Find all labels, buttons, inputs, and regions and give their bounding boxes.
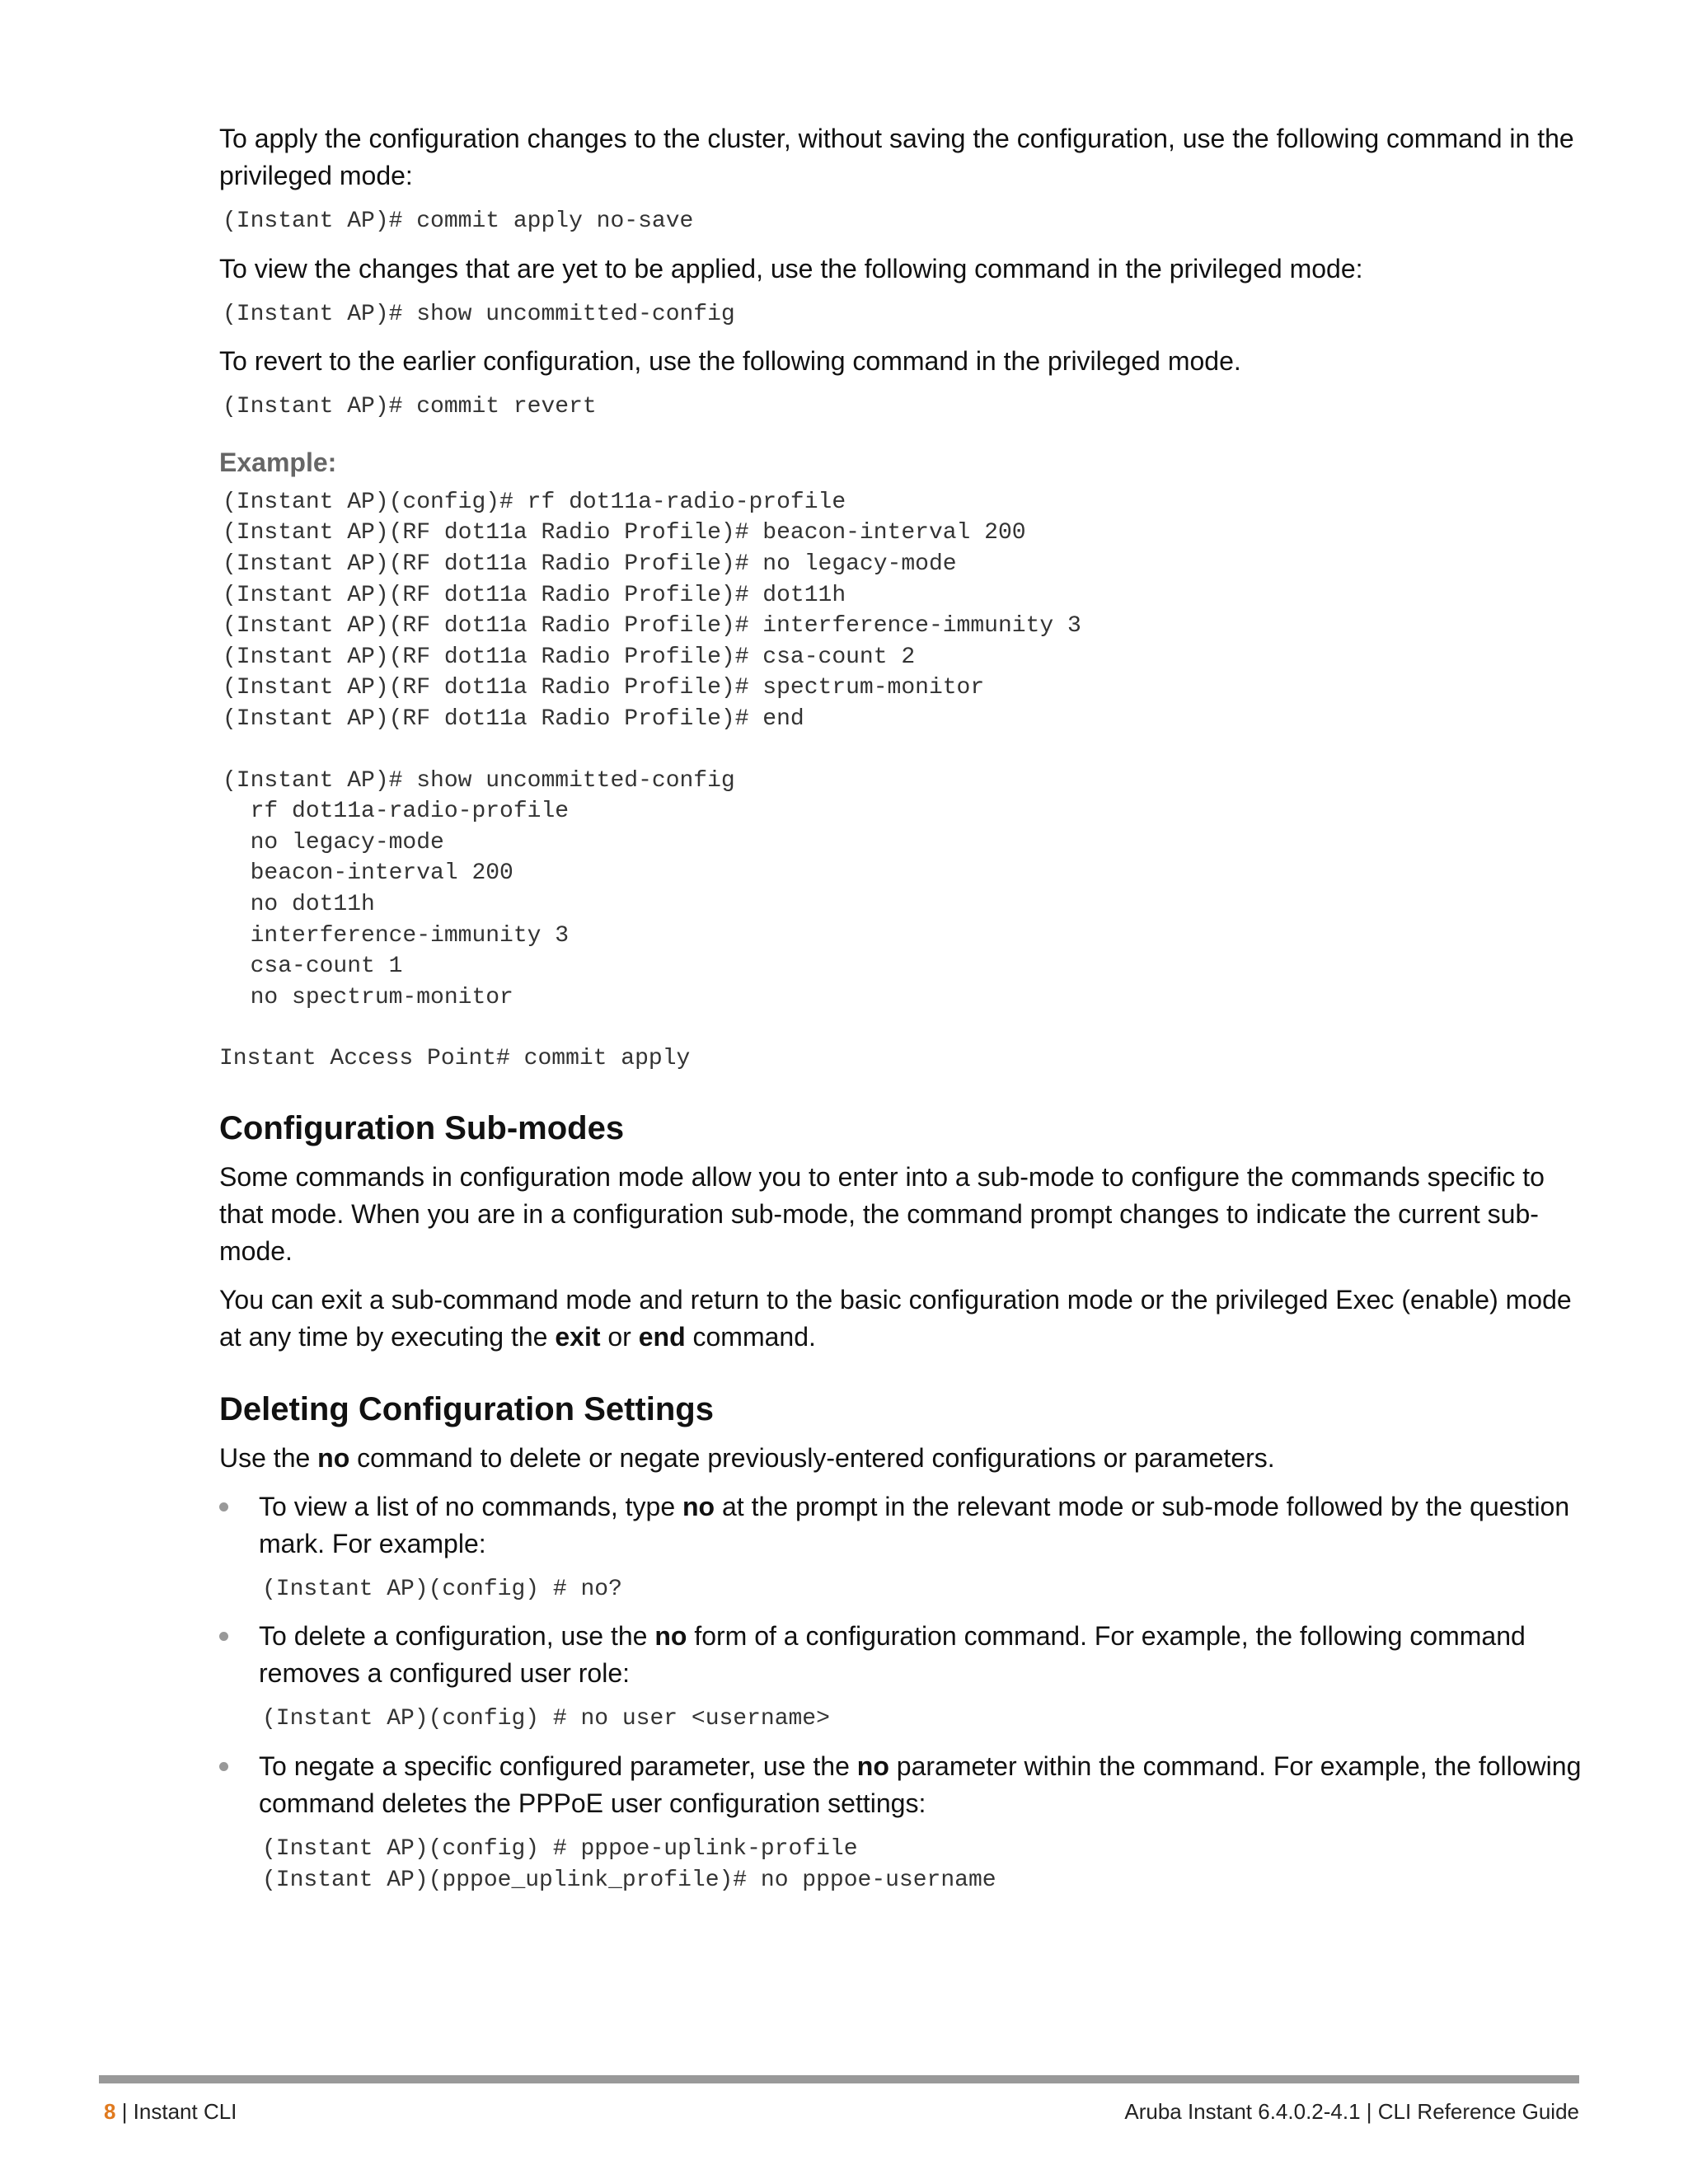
no-keyword: no bbox=[654, 1621, 687, 1652]
code-pppoe: (Instant AP)(config) # pppoe-uplink-profile (Instant AP)(pppoe_uplink_profile)# no pppoe-username bbox=[262, 1836, 996, 1893]
code-commit-apply-no-save: (Instant AP)# commit apply no-save bbox=[223, 209, 694, 234]
bullet-icon bbox=[219, 1502, 228, 1511]
code-no-question: (Instant AP)(config) # no? bbox=[262, 1576, 622, 1602]
no-keyword: no bbox=[317, 1442, 350, 1473]
section-heading-submodes: Configuration Sub-modes bbox=[219, 1109, 625, 1146]
bullet-text-part: To negate a specific configured parameter, use the bbox=[259, 1751, 857, 1782]
end-keyword: end bbox=[638, 1321, 686, 1352]
section-heading-deleting: Deleting Configuration Settings bbox=[219, 1390, 714, 1427]
page-content bbox=[219, 120, 1596, 1909]
deleting-bullet-list bbox=[219, 1488, 1596, 1896]
example-heading: Example: bbox=[219, 447, 337, 477]
code-commit-revert: (Instant AP)# commit revert bbox=[223, 394, 597, 420]
bullet-text-part: To delete a configuration, use the bbox=[259, 1621, 655, 1652]
deleting-text: command to delete or negate previously-entered configurations or parameters. bbox=[349, 1442, 1275, 1473]
submodes-paragraph-1: Some commands in configuration mode allow you to enter into a sub-mode to configure the commands specific to that mode. When you are in a configuration sub-mode, the command prompt changes to indicate the current sub-mode. bbox=[219, 1161, 1545, 1266]
submodes-text: command. bbox=[685, 1321, 816, 1352]
page-number: 8 bbox=[104, 2099, 116, 2124]
bullet-text-part: To view a list of no commands, type bbox=[259, 1491, 682, 1521]
bullet-text-part: parameter within the command. For example, the following command deletes the PPPoE user configuration settings: bbox=[259, 1751, 1582, 1819]
submodes-text: You can exit a sub-command mode and return to the basic configuration mode or the privileged Exec (enable) mode at any time by executing the bbox=[219, 1284, 1572, 1352]
code-example-rf-profile: (Instant AP)(config)# rf dot11a-radio-profile (Instant AP)(RF dot11a Radio Profile)# beacon-interval 200 (Instant AP)(RF dot11a Radio Profile)# no legacy-mode (Instant AP)(RF dot11a Radio Profile)# dot11h (Instant AP)(RF dot11a Radio Profile)# interference-immunity 3 (Instant AP)(RF dot11a Radio Profile)# csa-count 2 (Instant AP)(RF dot11a Radio Profile)# spectrum-monitor (Instant AP)(RF dot11a Radio Profile)# end bbox=[223, 489, 1081, 732]
intro-paragraph-revert: To revert to the earlier configuration, use the following command in the privileged mode. bbox=[219, 346, 1241, 377]
bullet-text-part: at the prompt in the relevant mode or sub-mode followed by the question mark. For example: bbox=[259, 1491, 1570, 1558]
intro-paragraph-view: To view the changes that are yet to be applied, use the following command in the privileged mode: bbox=[219, 253, 1363, 284]
code-show-uncommitted: (Instant AP)# show uncommitted-config bbox=[223, 301, 735, 327]
submodes-paragraph-2 bbox=[219, 1282, 1596, 1356]
bullet-text bbox=[259, 1618, 1596, 1692]
bullet-text bbox=[259, 1488, 1596, 1563]
bullet-icon bbox=[219, 1632, 228, 1641]
bullet-text-part: form of a configuration command. For example, the following command removes a configured user role: bbox=[259, 1621, 1526, 1689]
footer-left bbox=[104, 2098, 237, 2125]
exit-keyword: exit bbox=[555, 1321, 601, 1352]
list-item bbox=[219, 1618, 1596, 1735]
deleting-text: Use the bbox=[219, 1442, 318, 1473]
no-keyword: no bbox=[856, 1751, 889, 1782]
submodes-text: or bbox=[600, 1321, 639, 1352]
footer-separator: | bbox=[115, 2099, 134, 2124]
list-item bbox=[219, 1488, 1596, 1605]
footer-divider bbox=[99, 2075, 1579, 2083]
footer-section: Instant CLI bbox=[133, 2099, 237, 2124]
code-example-commit-apply: Instant Access Point# commit apply bbox=[219, 1046, 691, 1072]
bullet-icon bbox=[219, 1762, 228, 1771]
deleting-paragraph bbox=[219, 1440, 1596, 1477]
footer-guide-title: Aruba Instant 6.4.0.2-4.1 | CLI Reference Guide bbox=[1124, 2099, 1579, 2124]
code-example-uncommitted: (Instant AP)# show uncommitted-config rf dot11a-radio-profile no legacy-mode beacon-interval 200 no dot11h interference-immunity 3 csa-count 1 no spectrum-monitor bbox=[223, 767, 735, 1010]
code-no-user: (Instant AP)(config) # no user <username> bbox=[262, 1706, 830, 1732]
no-keyword: no bbox=[682, 1491, 715, 1521]
intro-paragraph-apply: To apply the configuration changes to the cluster, without saving the configuration, use the following command in the privileged mode: bbox=[219, 124, 1574, 190]
list-item bbox=[219, 1748, 1596, 1896]
bullet-text bbox=[259, 1748, 1596, 1822]
